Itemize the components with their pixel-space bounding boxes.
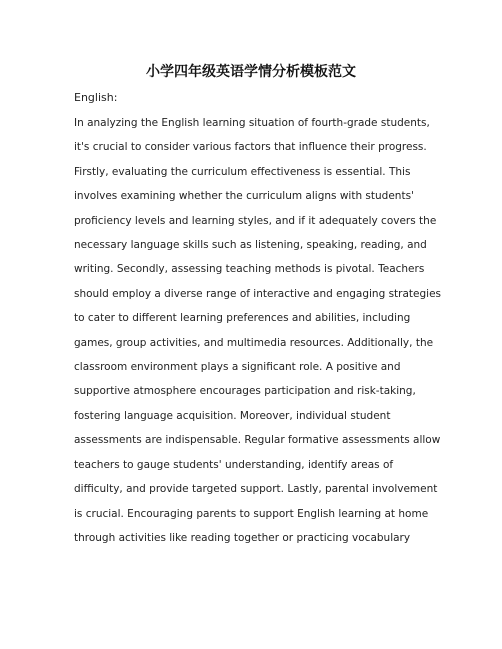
paragraph-line: writing. Secondly, assessing teaching methods is pivotal. Teachers xyxy=(74,263,425,276)
body-paragraph xyxy=(74,111,442,550)
paragraph-line: to cater to different learning preferences and abilities, including xyxy=(74,312,411,325)
paragraph-line: through activities like reading together or practicing vocabulary xyxy=(74,531,411,544)
paragraph-line: games, group activities, and multimedia resources. Additionally, the xyxy=(74,336,434,349)
paragraph-line: involves examining whether the curriculum aligns with students' xyxy=(74,190,414,203)
paragraph-line: classroom environment plays a significant role. A positive and xyxy=(74,361,401,374)
paragraph-line: should employ a diverse range of interactive and engaging strategies xyxy=(74,287,442,300)
paragraph-line: supportive atmosphere encourages participation and risk-taking, xyxy=(74,385,416,398)
paragraph-line: is crucial. Encouraging parents to support English learning at home xyxy=(74,507,429,520)
paragraph-line: it's crucial to consider various factors that influence their progress. xyxy=(74,141,427,154)
paragraph-line: assessments are indispensable. Regular formative assessments allow xyxy=(74,434,441,447)
paragraph-line: teachers to gauge students' understanding, identify areas of xyxy=(74,458,394,471)
paragraph-line: proficiency levels and learning styles, and if it adequately covers the xyxy=(74,214,437,227)
paragraph-line: necessary language skills such as listening, speaking, reading, and xyxy=(74,239,427,252)
paragraph-line: Firstly, evaluating the curriculum effectiveness is essential. This xyxy=(74,165,411,178)
paragraph-line: fostering language acquisition. Moreover, individual student xyxy=(74,409,391,422)
paragraph-line: In analyzing the English learning situation of fourth-grade students, xyxy=(74,117,430,129)
language-label: English: xyxy=(74,91,118,104)
paragraph-line: difficulty, and provide targeted support. Lastly, parental involvement xyxy=(74,483,438,496)
document-title: 小学四年级英语学情分析模板范文 xyxy=(146,64,356,80)
